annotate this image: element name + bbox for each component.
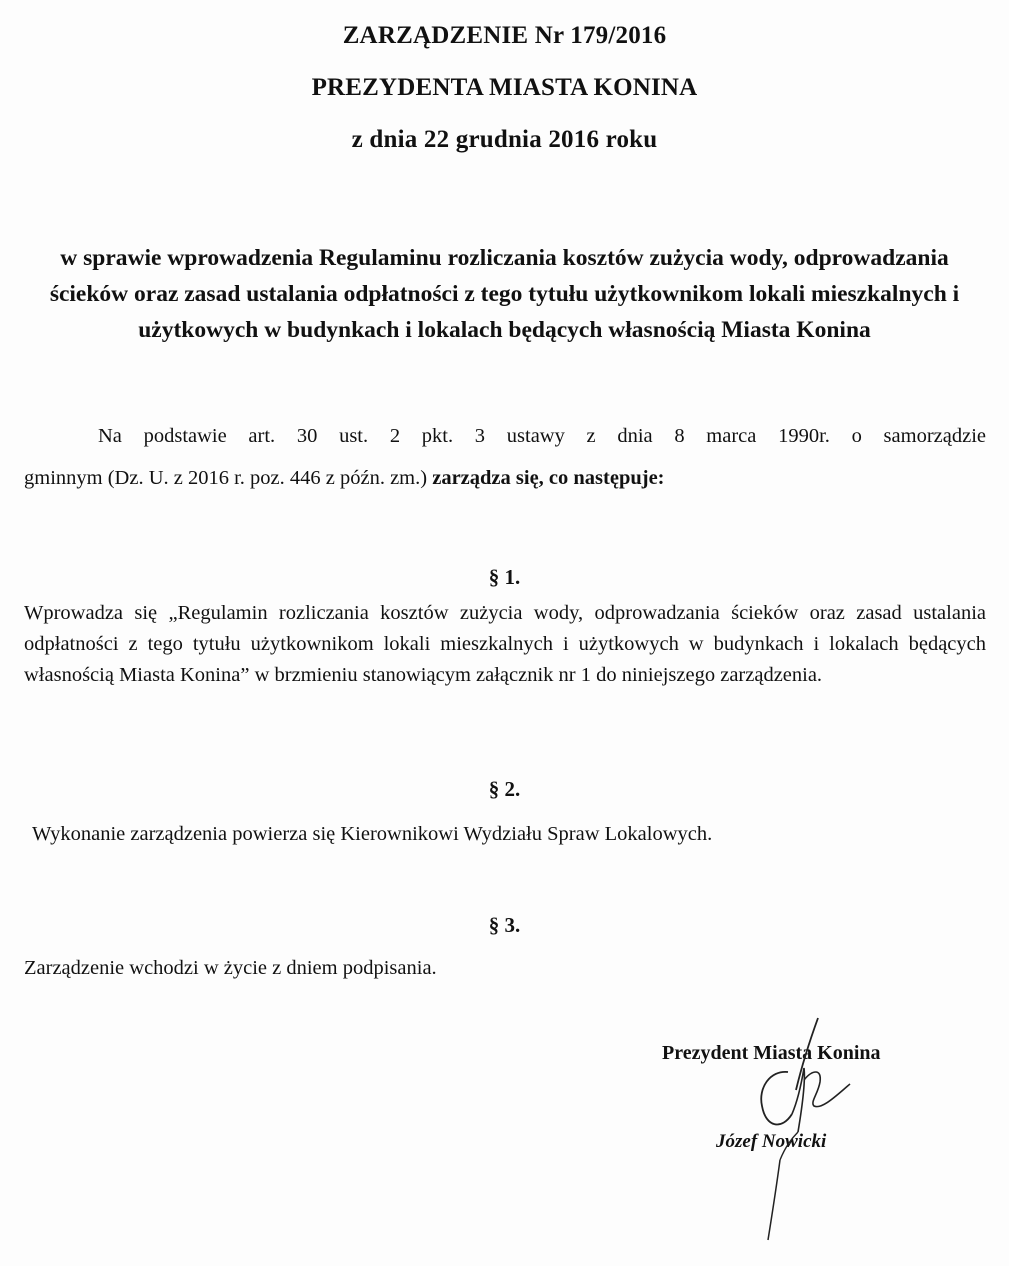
preamble-enactment: zarządza się, co następuje: bbox=[432, 467, 665, 489]
section-text-3: Zarządzenie wchodzi w życie z dniem podpisania. bbox=[24, 957, 437, 979]
preamble-line-2 bbox=[24, 467, 665, 490]
document-subject: w sprawie wprowadzenia Regulaminu rozliczania kosztów zużycia wody, odprowadzania ścieków oraz zasad ustalania odpłatności z tego tytułu użytkownikom lokali mieszkalnych i użytkowych w budynkach i lokalach będących własnością Miasta Konina bbox=[49, 245, 960, 343]
section-text-2: Wykonanie zarządzenia powierza się Kierownikowi Wydziału Spraw Lokalowych. bbox=[32, 823, 713, 845]
document-title: ZARZĄDZENIE Nr 179/2016 bbox=[342, 22, 667, 49]
signature-title: Prezydent Miasta Konina bbox=[662, 1042, 881, 1064]
issuer-heading: PREZYDENTA MIASTA KONINA bbox=[311, 74, 698, 101]
section-mark-2: § 2. bbox=[488, 777, 521, 801]
section-mark-1: § 1. bbox=[488, 565, 521, 589]
signatory-name: Józef Nowicki bbox=[716, 1131, 827, 1152]
preamble-legal-basis: gminnym (Dz. U. z 2016 r. poz. 446 z późn. zm.) bbox=[24, 467, 433, 489]
document-date: z dnia 22 grudnia 2016 roku bbox=[351, 126, 658, 153]
section-mark-3: § 3. bbox=[488, 913, 521, 937]
handwritten-signature bbox=[730, 1010, 880, 1250]
section-text-1: Wprowadza się „Regulamin rozliczania kosztów zużycia wody, odprowadzania ścieków oraz zasad ustalania odpłatności z tego tytułu użytkownikom lokali mieszkalnych i użytkowych w budynkach i lokalach będących własnością Miasta Konina” w brzmieniu stanowiącym załącznik nr 1 do niniejszego zarządzenia. bbox=[24, 602, 986, 686]
preamble-line-1: Na podstawie art. 30 ust. 2 pkt. 3 ustawy z dnia 8 marca 1990r. o samorządzie bbox=[98, 425, 986, 447]
